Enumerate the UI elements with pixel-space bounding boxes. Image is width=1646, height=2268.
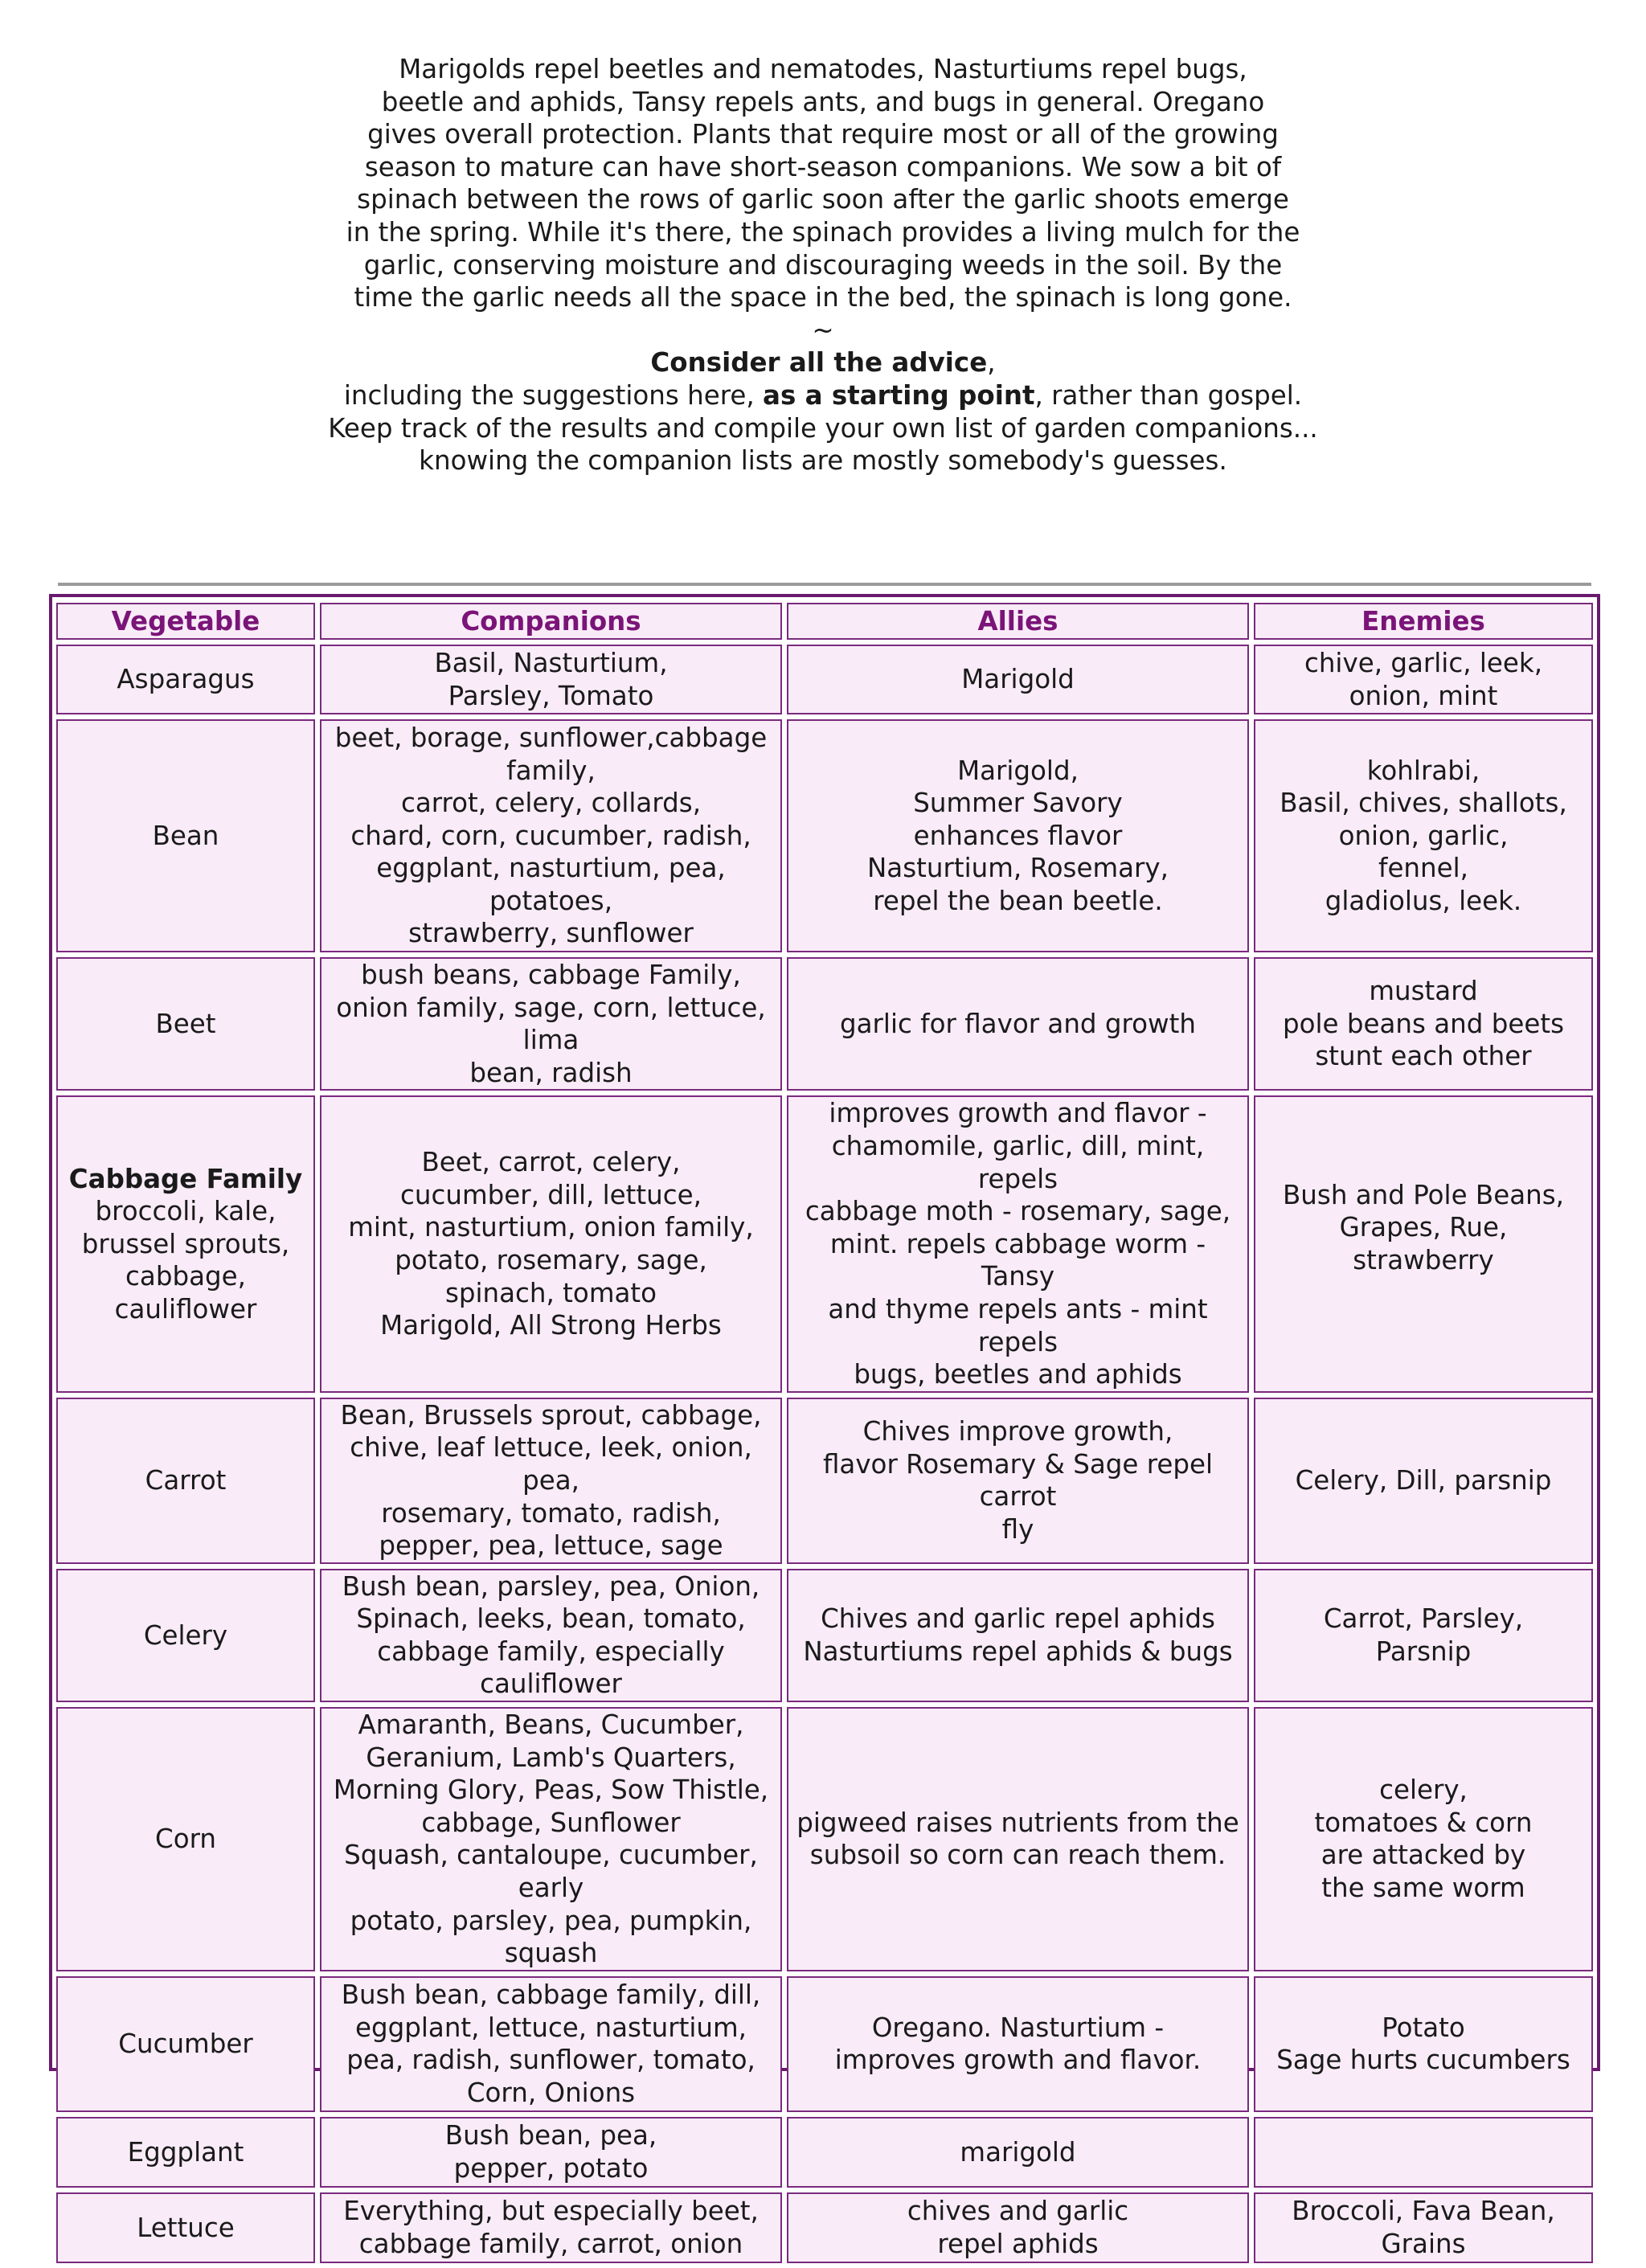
vegetable-group-title: Cabbage Family — [68, 1163, 303, 1194]
cell-allies: garlic for flavor and growth — [787, 957, 1249, 1091]
cell-allies: improves growth and flavor - chamomile, garlic, dill, mint, repels cabbage moth - rosemary, sage, mint. repels cabbage worm - Tansy and thyme repels ants - mint repels bugs, beetles and aphids — [787, 1095, 1249, 1392]
cell-allies: chives and garlic repel aphids — [787, 2192, 1249, 2263]
cell-allies: Marigold, Summer Savory enhances flavor Nasturtium, Rosemary, repel the bean beetle. — [787, 719, 1249, 952]
companion-planting-table — [51, 598, 1598, 2268]
cell-companions: beet, borage, sunflower,cabbage family, carrot, celery, collards, chard, corn, cucumber, radish, eggplant, nasturtium, pea, potatoes, strawberry, sunflower — [320, 719, 782, 952]
cell-enemies: kohlrabi, Basil, chives, shallots, onion, garlic, fennel, gladiolus, leek. — [1254, 719, 1593, 952]
header-vegetable: Vegetable — [56, 603, 315, 640]
header-enemies: Enemies — [1254, 603, 1593, 640]
advice-comma: , — [987, 347, 996, 379]
table-row — [56, 2192, 1593, 2263]
cell-allies: Chives improve growth, flavor Rosemary & Sage repel carrot fly — [787, 1398, 1249, 1564]
cell-companions: Basil, Nasturtium, Parsley, Tomato — [320, 645, 782, 714]
intro-line: Marigolds repel beetles and nematodes, Nasturtiums repel bugs, — [399, 54, 1247, 84]
advice-pre: including the suggestions here, — [343, 379, 764, 411]
advice-post: , rather than gospel. — [1034, 379, 1303, 411]
table-row — [56, 957, 1593, 1091]
cell-companions: bush beans, cabbage Family, onion family, sage, corn, lettuce, lima bean, radish — [320, 957, 782, 1091]
tilde-separator: ~ — [812, 314, 834, 346]
cell-companions: Bush bean, parsley, pea, Onion, Spinach, leeks, bean, tomato, cabbage family, especially cauliflower — [320, 1569, 782, 1702]
intro-line: in the spring. While it's there, the spinach provides a living mulch for the — [346, 216, 1300, 248]
table-row — [56, 2117, 1593, 2188]
cell-allies: pigweed raises nutrients from the subsoil so corn can reach them. — [787, 1707, 1249, 1971]
table-row — [56, 1707, 1593, 1971]
intro-line: season to mature can have short-season companions. We sow a bit of — [364, 151, 1282, 182]
table-header-row — [56, 603, 1593, 640]
cell-enemies: chive, garlic, leek, onion, mint — [1254, 645, 1593, 714]
cell-allies: marigold — [787, 2117, 1249, 2188]
table-row — [56, 1398, 1593, 1564]
intro-line: time the garlic needs all the space in the bed, the spinach is long gone. — [354, 282, 1292, 313]
cell-vegetable: Lettuce — [56, 2192, 315, 2263]
advice-line — [0, 379, 1646, 412]
horizontal-divider — [58, 583, 1591, 586]
cell-allies: Oregano. Nasturtium - improves growth and flavor. — [787, 1976, 1249, 2112]
cell-vegetable: Bean — [56, 719, 315, 952]
cell-vegetable: Asparagus — [56, 645, 315, 714]
cell-companions: Beet, carrot, celery, cucumber, dill, lettuce, mint, nasturtium, onion family, potato, rosemary, sage, spinach, tomato Marigold, All Strong Herbs — [320, 1095, 782, 1392]
cell-vegetable: Cucumber — [56, 1976, 315, 2112]
cell-vegetable: Corn — [56, 1707, 315, 1971]
advice-line-track: Keep track of the results and compile your own list of garden companions... — [328, 412, 1318, 444]
cell-enemies: Potato Sage hurts cucumbers — [1254, 1976, 1593, 2112]
table-row — [56, 1976, 1593, 2112]
intro-line: beetle and aphids, Tansy repels ants, and bugs in general. Oregano — [381, 86, 1265, 117]
intro-line: garlic, conserving moisture and discouraging weeds in the soil. By the — [363, 249, 1283, 280]
table-row — [56, 719, 1593, 952]
advice-starting-point: as a starting point — [763, 379, 1035, 411]
cell-allies: Marigold — [787, 645, 1249, 714]
table-row — [56, 645, 1593, 714]
table-row — [56, 1095, 1593, 1392]
cell-companions: Bean, Brussels sprout, cabbage, chive, leaf lettuce, leek, onion, pea, rosemary, tomato, radish, pepper, pea, lettuce, sage — [320, 1398, 782, 1564]
table-row — [56, 1569, 1593, 1702]
cell-companions: Bush bean, pea, pepper, potato — [320, 2117, 782, 2188]
cell-allies: Chives and garlic repel aphids Nasturtiums repel aphids & bugs — [787, 1569, 1249, 1702]
cell-enemies — [1254, 2117, 1593, 2188]
cell-vegetable: Eggplant — [56, 2117, 315, 2188]
cell-vegetable: Carrot — [56, 1398, 315, 1564]
intro-line: gives overall protection. Plants that require most or all of the growing — [367, 119, 1279, 150]
cell-enemies: Bush and Pole Beans, Grapes, Rue, strawberry — [1254, 1095, 1593, 1392]
advice-heading — [0, 346, 1646, 379]
cell-vegetable: Beet — [56, 957, 315, 1091]
cell-companions: Amaranth, Beans, Cucumber, Geranium, Lamb's Quarters, Morning Glory, Peas, Sow Thistle, cabbage, Sunflower Squash, cantaloupe, cucumber, early potato, parsley, pea, pumpkin, squash — [320, 1707, 782, 1971]
cell-enemies: Carrot, Parsley, Parsnip — [1254, 1569, 1593, 1702]
cell-vegetable — [56, 1095, 315, 1392]
cell-enemies: Broccoli, Fava Bean, Grains — [1254, 2192, 1593, 2263]
header-allies: Allies — [787, 603, 1249, 640]
advice-line-guesses: knowing the companion lists are mostly somebody's guesses. — [419, 445, 1227, 477]
vegetable-group-members: broccoli, kale, brussel sprouts, cabbage, cauliflower — [81, 1196, 290, 1324]
cell-companions: Everything, but especially beet, cabbage family, carrot, onion — [320, 2192, 782, 2263]
cell-enemies: Celery, Dill, parsnip — [1254, 1398, 1593, 1564]
intro-text — [0, 53, 1646, 477]
intro-line: spinach between the rows of garlic soon after the garlic shoots emerge — [357, 184, 1289, 215]
cell-enemies: celery, tomatoes & corn are attacked by the same worm — [1254, 1707, 1593, 1971]
cell-companions: Bush bean, cabbage family, dill, eggplant, lettuce, nasturtium, pea, radish, sunflower, tomato, Corn, Onions — [320, 1976, 782, 2112]
advice-bold: Consider all the advice — [650, 347, 988, 379]
header-companions: Companions — [320, 603, 782, 640]
cell-vegetable: Celery — [56, 1569, 315, 1702]
cell-enemies: mustard pole beans and beets stunt each other — [1254, 957, 1593, 1091]
